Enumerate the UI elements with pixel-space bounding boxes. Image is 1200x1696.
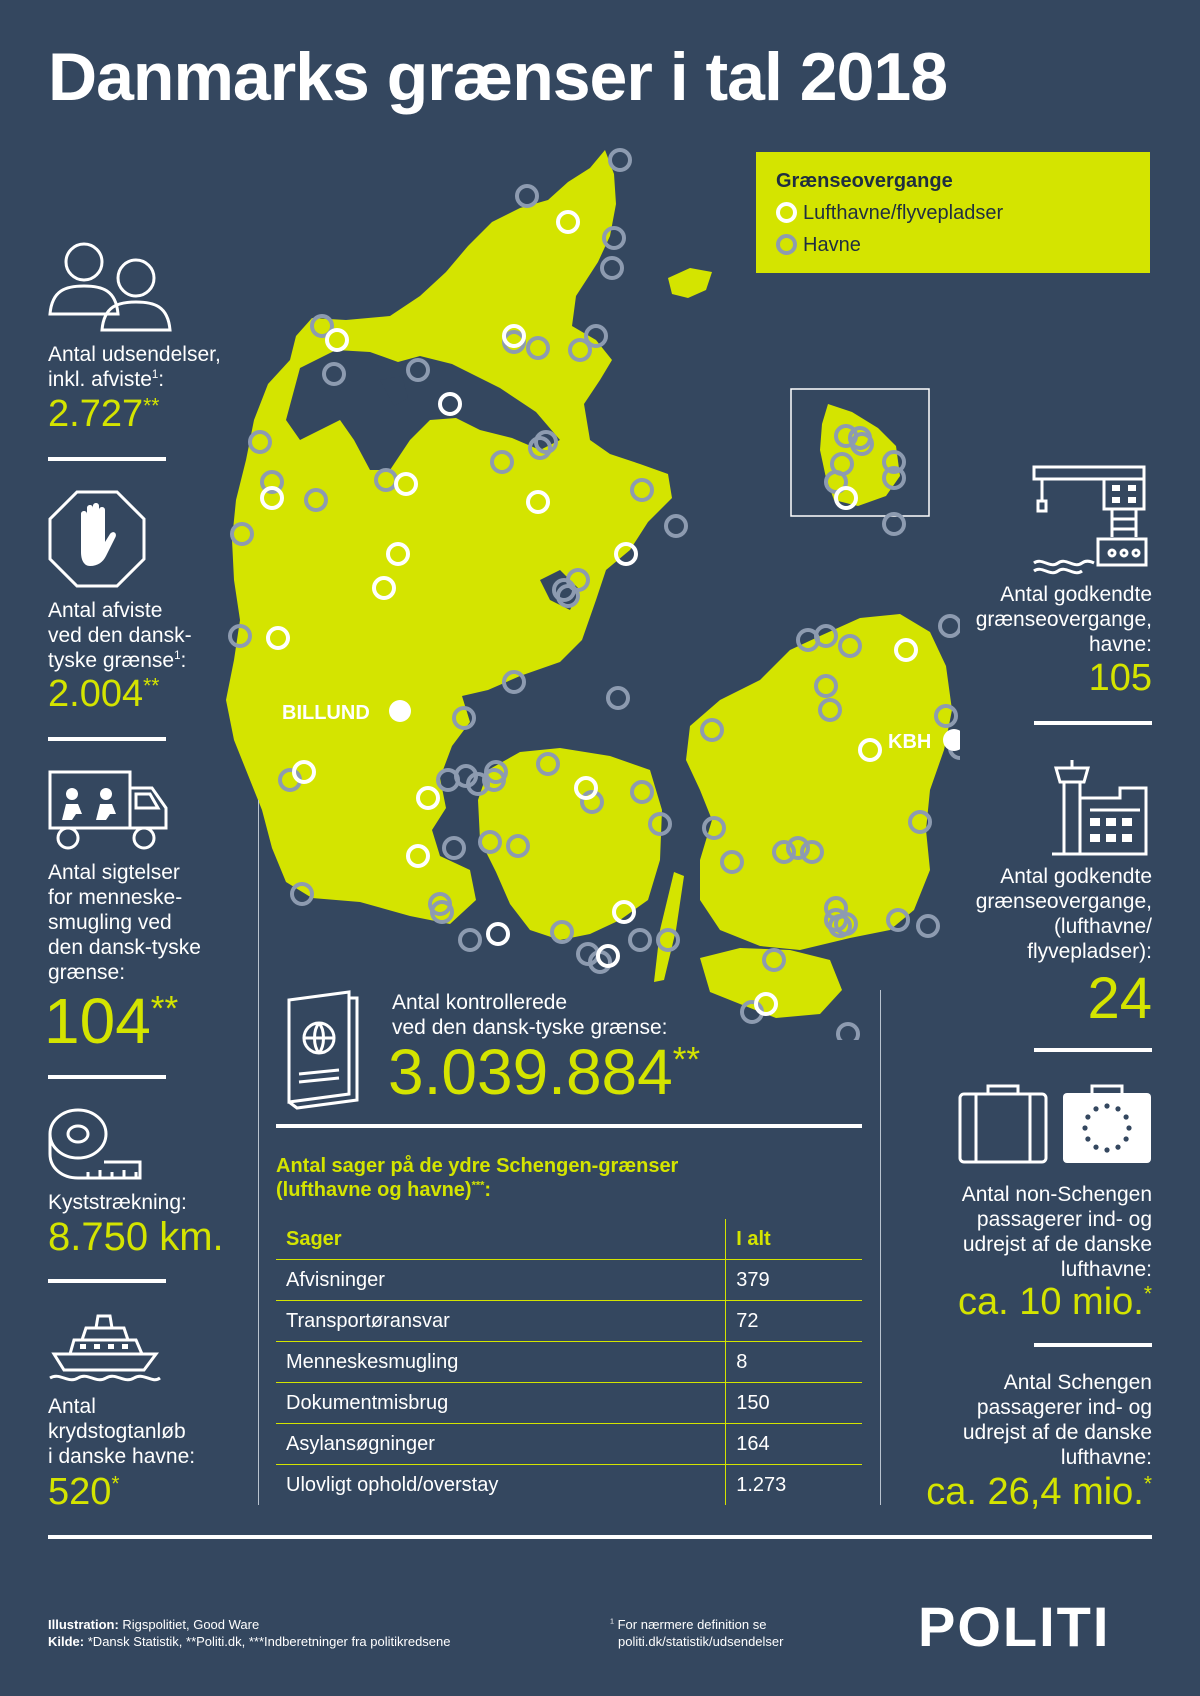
divider	[48, 457, 166, 461]
case-type: Afvisninger	[276, 1260, 726, 1301]
case-type: Asylansøgninger	[276, 1424, 726, 1465]
harbor-marker	[460, 930, 480, 950]
passport-icon	[285, 990, 361, 1110]
udsendelser-value: 2.727**	[48, 393, 160, 435]
eu-star	[1115, 1106, 1120, 1111]
lufthavne-value: 24	[1087, 966, 1152, 1031]
eu-star	[1082, 1125, 1087, 1130]
stop-hand-icon	[48, 490, 146, 588]
bottom-divider	[48, 1535, 1152, 1539]
harbor-marker	[444, 838, 464, 858]
legend-box	[756, 152, 1150, 273]
divider	[48, 1075, 166, 1079]
billund-dot	[389, 700, 411, 722]
harbor-crane-icon	[1032, 465, 1152, 575]
case-type: Menneskesmugling	[276, 1342, 726, 1383]
schengen-passengers-value: ca. 26,4 mio.*	[926, 1471, 1152, 1513]
krydstogt-value: 520*	[48, 1471, 120, 1513]
airport-ring-icon	[776, 202, 797, 223]
table-row	[276, 1383, 862, 1424]
eu-star	[1085, 1114, 1090, 1119]
page-title: Danmarks grænser i tal 2018	[48, 39, 948, 115]
kyst-value: 8.750 km.	[48, 1215, 224, 1259]
billund-label: BILLUND	[282, 702, 370, 724]
non-schengen-value: ca. 10 mio.*	[957, 1281, 1152, 1323]
afviste-label: Antal afviste ved den dansk- tyske grænse$^1$:	[48, 599, 192, 672]
harbor-marker	[940, 616, 960, 636]
case-count: 8	[726, 1342, 862, 1383]
table-row	[276, 1260, 862, 1301]
truck-icon	[48, 770, 170, 852]
kbh-label: KBH	[888, 731, 932, 753]
table-row	[276, 1301, 862, 1342]
legend-title: Grænseovergange	[776, 170, 953, 192]
divider	[1034, 721, 1152, 725]
harbor-ring-icon	[776, 234, 797, 255]
eu-star	[1085, 1136, 1090, 1141]
eu-star	[1093, 1145, 1098, 1150]
airport-tower-icon	[1050, 758, 1152, 856]
case-count: 1.273	[726, 1465, 862, 1506]
laeso-land	[668, 268, 712, 298]
eu-star	[1115, 1145, 1120, 1150]
udsendelser-label: Antal udsendelser, inkl. afviste$^1$:	[48, 343, 221, 391]
footer-note: $^1$ For nærmere definition se politi.dk/statistik/udsendelser	[610, 1617, 784, 1649]
schengen-cases-table	[276, 1219, 862, 1505]
eu-star	[1124, 1136, 1129, 1141]
table-row	[276, 1342, 862, 1383]
case-type: Transportøransvar	[276, 1301, 726, 1342]
kyst-label: Kyststrækning:	[48, 1191, 187, 1214]
cruise-ship-icon	[48, 1312, 162, 1386]
eu-star	[1124, 1114, 1129, 1119]
harbor-marker	[666, 516, 686, 536]
eu-star	[1104, 1103, 1109, 1108]
zealand-land	[686, 614, 952, 950]
sigtelser-value: 104**	[44, 985, 179, 1057]
eu-star	[1104, 1147, 1109, 1152]
right-vertical-rule	[880, 990, 881, 1505]
non-schengen-label: Antal non-Schengen passagerer ind- og udrejst af de danske lufthavne:	[961, 1183, 1152, 1281]
case-count: 150	[726, 1383, 862, 1424]
legend-harbors: Havne	[776, 234, 861, 257]
divider	[1034, 1048, 1152, 1052]
kontrollerede-label: Antal kontrollerede ved den dansk-tyske grænse:	[392, 991, 668, 1039]
case-count: 72	[726, 1301, 862, 1342]
harbor-marker	[610, 150, 630, 170]
denmark-map	[220, 145, 960, 1040]
sigtelser-label: Antal sigtelser for menneske- smugling ved den dansk-tyske grænse:	[48, 861, 201, 984]
column-header-sager: Sager	[276, 1219, 726, 1260]
eu-star	[1093, 1106, 1098, 1111]
case-type: Ulovligt ophold/overstay	[286, 1473, 499, 1496]
case-count: 164	[726, 1424, 862, 1465]
lufthavne-label: Antal godkendte grænseovergange, (lufthavne/ flyvepladser):	[975, 865, 1152, 963]
harbor-marker	[884, 514, 904, 534]
table-row	[276, 1465, 862, 1506]
table-row	[276, 1424, 862, 1465]
harbor-marker	[918, 916, 938, 936]
harbor-marker	[630, 930, 650, 950]
harbor-marker	[602, 258, 622, 278]
footer-credits: Illustration: Rigspolitiet, Good Ware Kilde: *Dansk Statistik, **Politi.dk, ***Indberetninger fra politikredsene	[48, 1617, 451, 1649]
case-count: 379	[726, 1260, 862, 1301]
divider	[1034, 1343, 1152, 1347]
eu-star	[1126, 1125, 1131, 1130]
afviste-value: 2.004**	[48, 673, 160, 715]
harbor-marker	[838, 1024, 858, 1040]
measuring-tape-icon	[48, 1108, 142, 1180]
krydstogt-label: Antal krydstogtanløb i danske havne:	[48, 1395, 196, 1468]
suitcase-icon	[958, 1082, 1048, 1164]
divider	[276, 1124, 862, 1128]
schengen-passengers-label: Antal Schengen passagerer ind- og udrejst af de danske lufthavne:	[962, 1371, 1152, 1469]
people-icon	[48, 240, 174, 332]
harbor-marker	[517, 186, 537, 206]
eu-suitcase-icon	[1062, 1082, 1152, 1164]
harbor-marker	[608, 688, 628, 708]
havne-value: 105	[1088, 657, 1152, 699]
politi-logo: POLITI	[918, 1595, 1111, 1658]
left-vertical-rule	[258, 800, 259, 1505]
divider	[48, 1279, 166, 1283]
airport-marker	[488, 924, 508, 944]
kontrollerede-value: 3.039.884**	[388, 1036, 701, 1108]
divider	[48, 737, 166, 741]
column-header-i-alt: I alt	[726, 1219, 862, 1260]
schengen-table-title: Antal sager på de ydre Schengen-grænser (lufthavne og havne)***:	[276, 1155, 679, 1201]
langeland-land	[654, 872, 684, 982]
table-header-row	[276, 1219, 862, 1260]
case-type: Dokumentmisbrug	[276, 1383, 726, 1424]
legend-airports: Lufthavne/flyvepladser	[776, 202, 1003, 225]
lolland-land	[700, 948, 842, 1018]
havne-label: Antal godkendte grænseovergange, havne:	[975, 583, 1152, 656]
